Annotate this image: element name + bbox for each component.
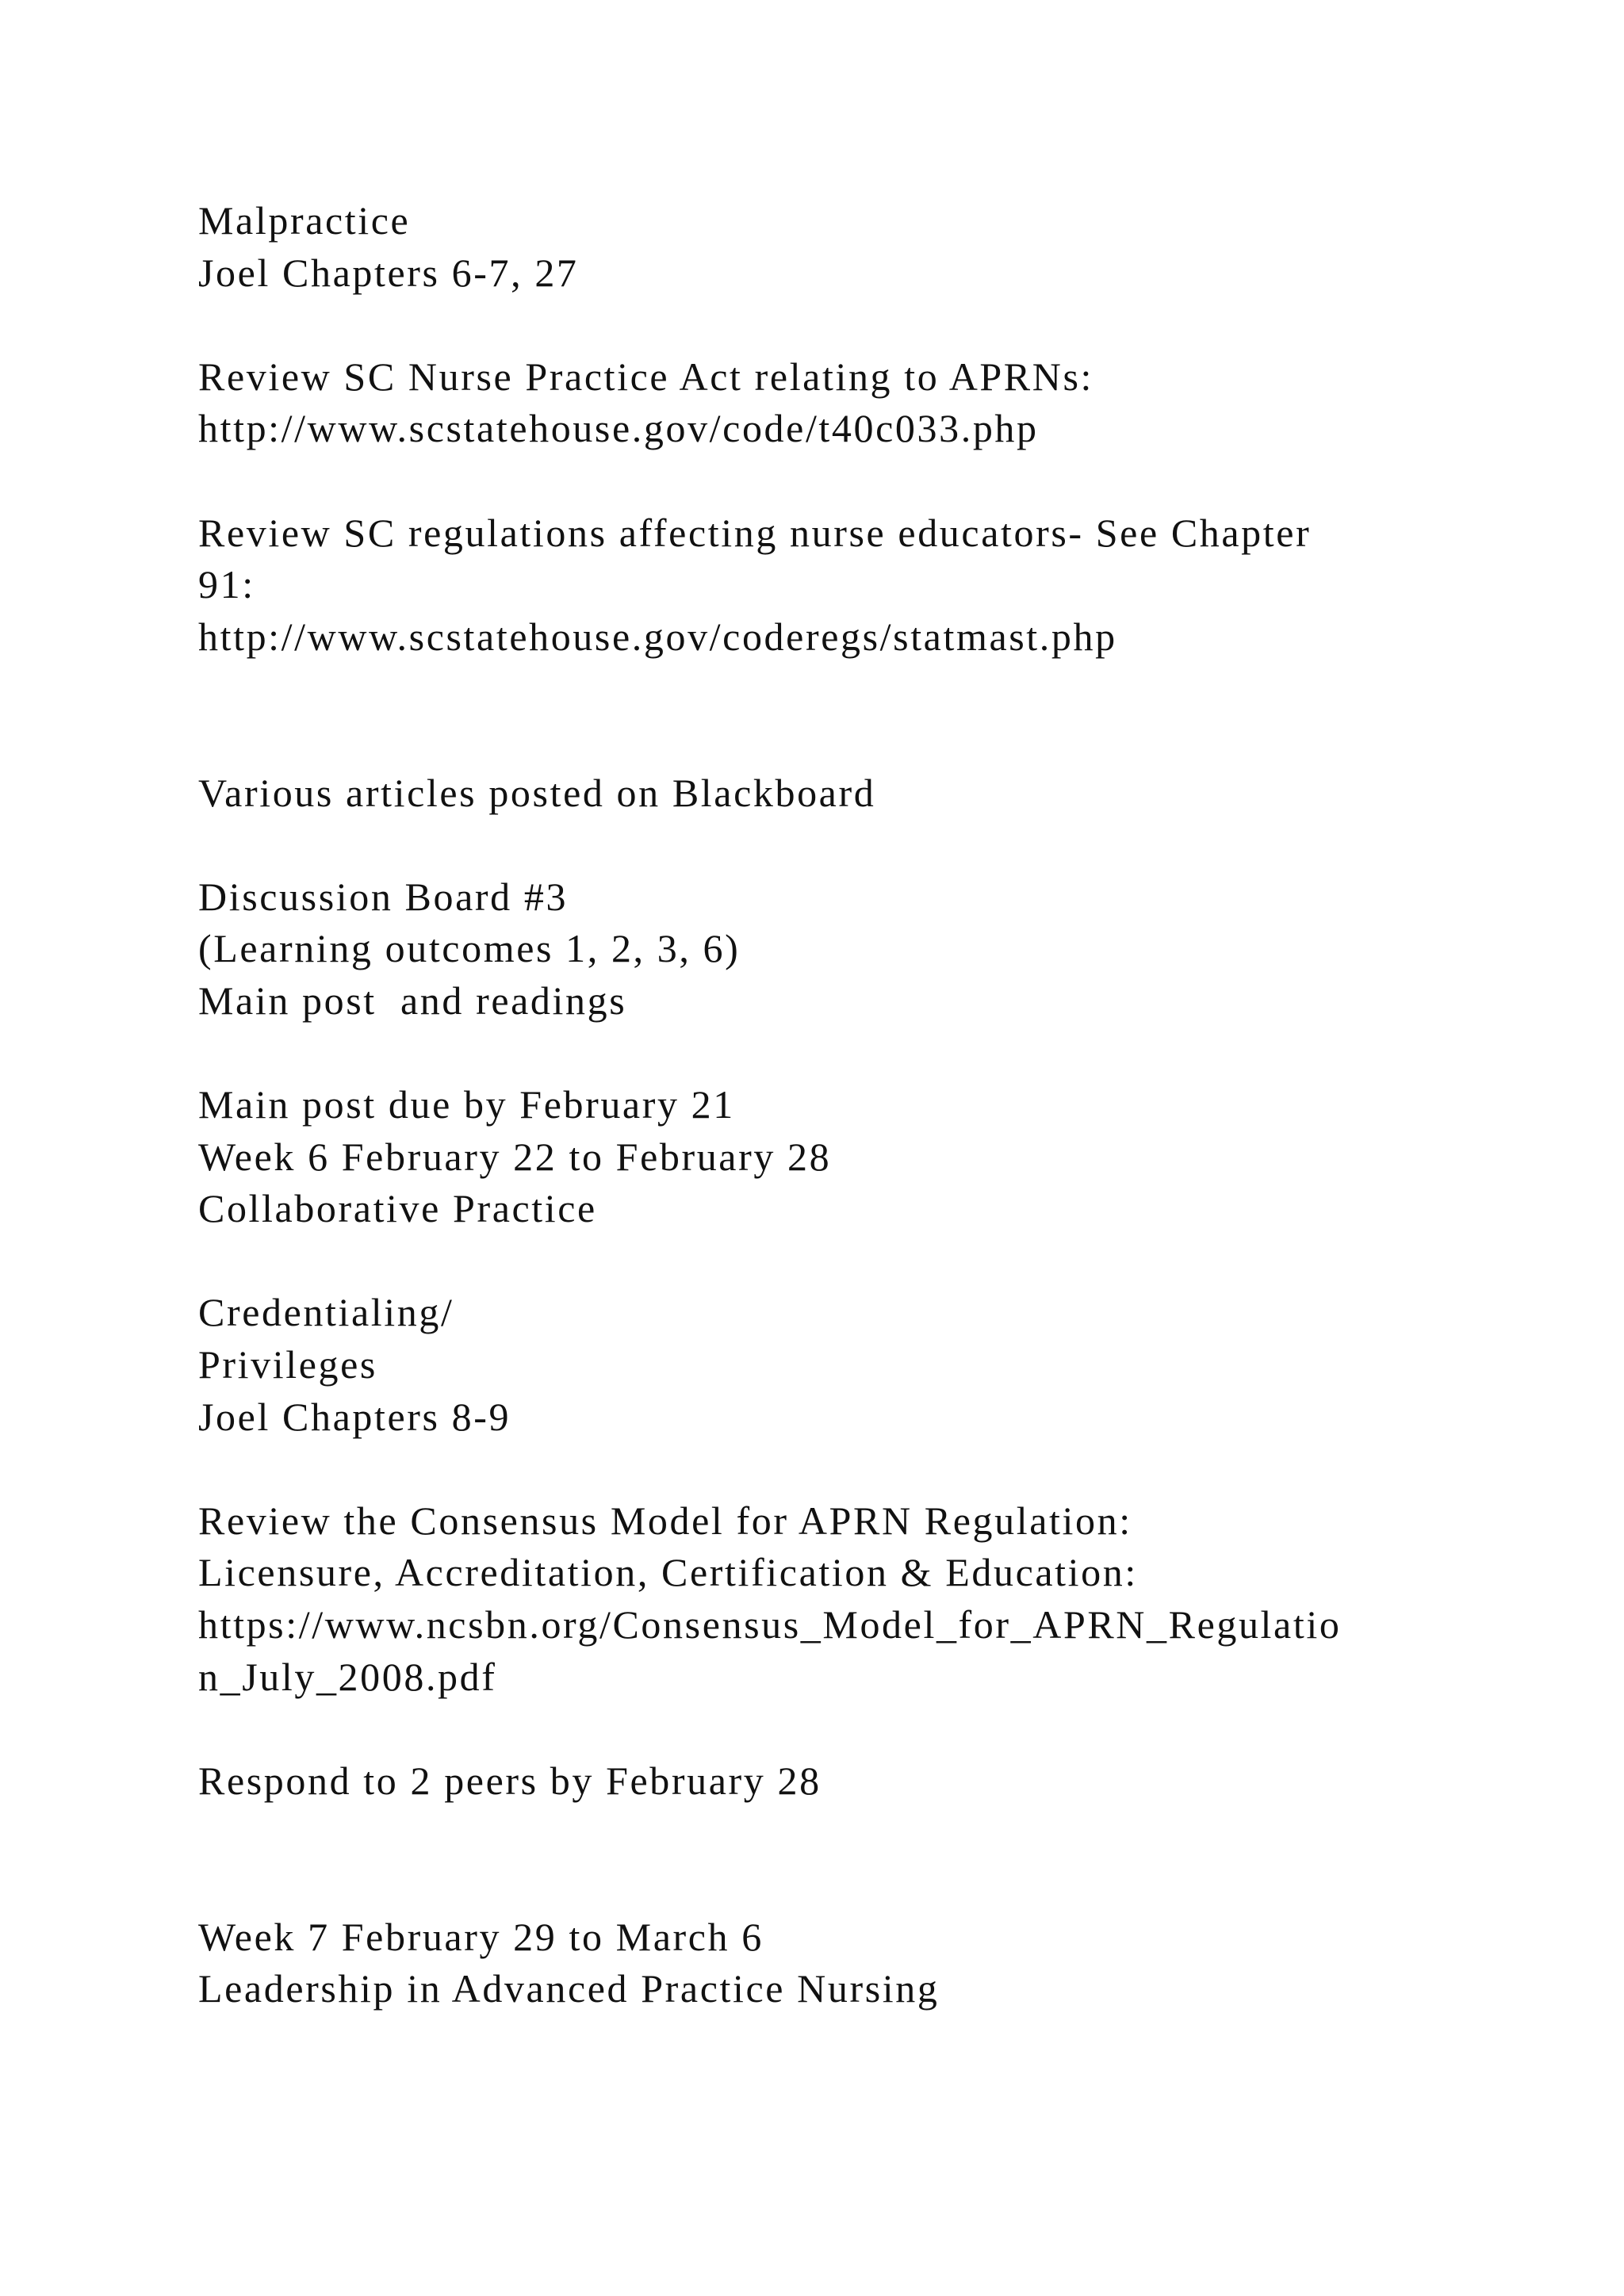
document-body bbox=[198, 195, 1562, 2015]
consensus-model-line-2: Licensure, Accreditation, Certification & Education: bbox=[198, 1550, 1138, 1595]
privileges-line: Privileges bbox=[198, 1342, 377, 1387]
main-post-readings: Main post and readings bbox=[198, 978, 627, 1023]
review-regulations-line-2: 91: bbox=[198, 562, 255, 607]
blank-line bbox=[198, 1235, 1562, 1288]
review-nurse-practice-act: Review SC Nurse Practice Act relating to APRNs: bbox=[198, 354, 1094, 399]
regulations-url[interactable]: http://www.scstatehouse.gov/coderegs/statmast.php bbox=[198, 614, 1117, 659]
week-7-dates: Week 7 February 29 to March 6 bbox=[198, 1914, 764, 1959]
blank-line bbox=[198, 1807, 1562, 1911]
blank-line bbox=[198, 299, 1562, 351]
review-regulations-line-1: Review SC regulations affecting nurse educators- See Chapter bbox=[198, 510, 1312, 555]
main-post-due: Main post due by February 21 bbox=[198, 1082, 735, 1127]
discussion-board-title: Discussion Board #3 bbox=[198, 874, 569, 919]
credentialing-line: Credentialing/ bbox=[198, 1290, 454, 1335]
week-6-topic: Collaborative Practice bbox=[198, 1186, 597, 1231]
respond-to-peers: Respond to 2 peers by February 28 bbox=[198, 1758, 822, 1803]
reading-line: Joel Chapters 6-7, 27 bbox=[198, 250, 579, 295]
reading-line: Joel Chapters 8-9 bbox=[198, 1394, 511, 1439]
blank-line bbox=[198, 455, 1562, 507]
consensus-model-url-part-1[interactable]: https://www.ncsbn.org/Consensus_Model_for_APRN_Regulatio bbox=[198, 1602, 1342, 1647]
blank-line bbox=[198, 663, 1562, 767]
topic-title: Malpractice bbox=[198, 198, 411, 243]
nurse-practice-act-url[interactable]: http://www.scstatehouse.gov/code/t40c033.php bbox=[198, 406, 1039, 451]
blank-line bbox=[198, 1703, 1562, 1755]
consensus-model-url-part-2[interactable]: n_July_2008.pdf bbox=[198, 1654, 497, 1699]
blank-line bbox=[198, 1443, 1562, 1495]
blackboard-articles: Various articles posted on Blackboard bbox=[198, 770, 876, 815]
blank-line bbox=[198, 819, 1562, 871]
learning-outcomes: (Learning outcomes 1, 2, 3, 6) bbox=[198, 926, 741, 971]
consensus-model-line-1: Review the Consensus Model for APRN Regulation: bbox=[198, 1498, 1132, 1543]
week-7-topic: Leadership in Advanced Practice Nursing bbox=[198, 1966, 940, 2011]
blank-line bbox=[198, 1027, 1562, 1080]
week-6-dates: Week 6 February 22 to February 28 bbox=[198, 1134, 832, 1179]
